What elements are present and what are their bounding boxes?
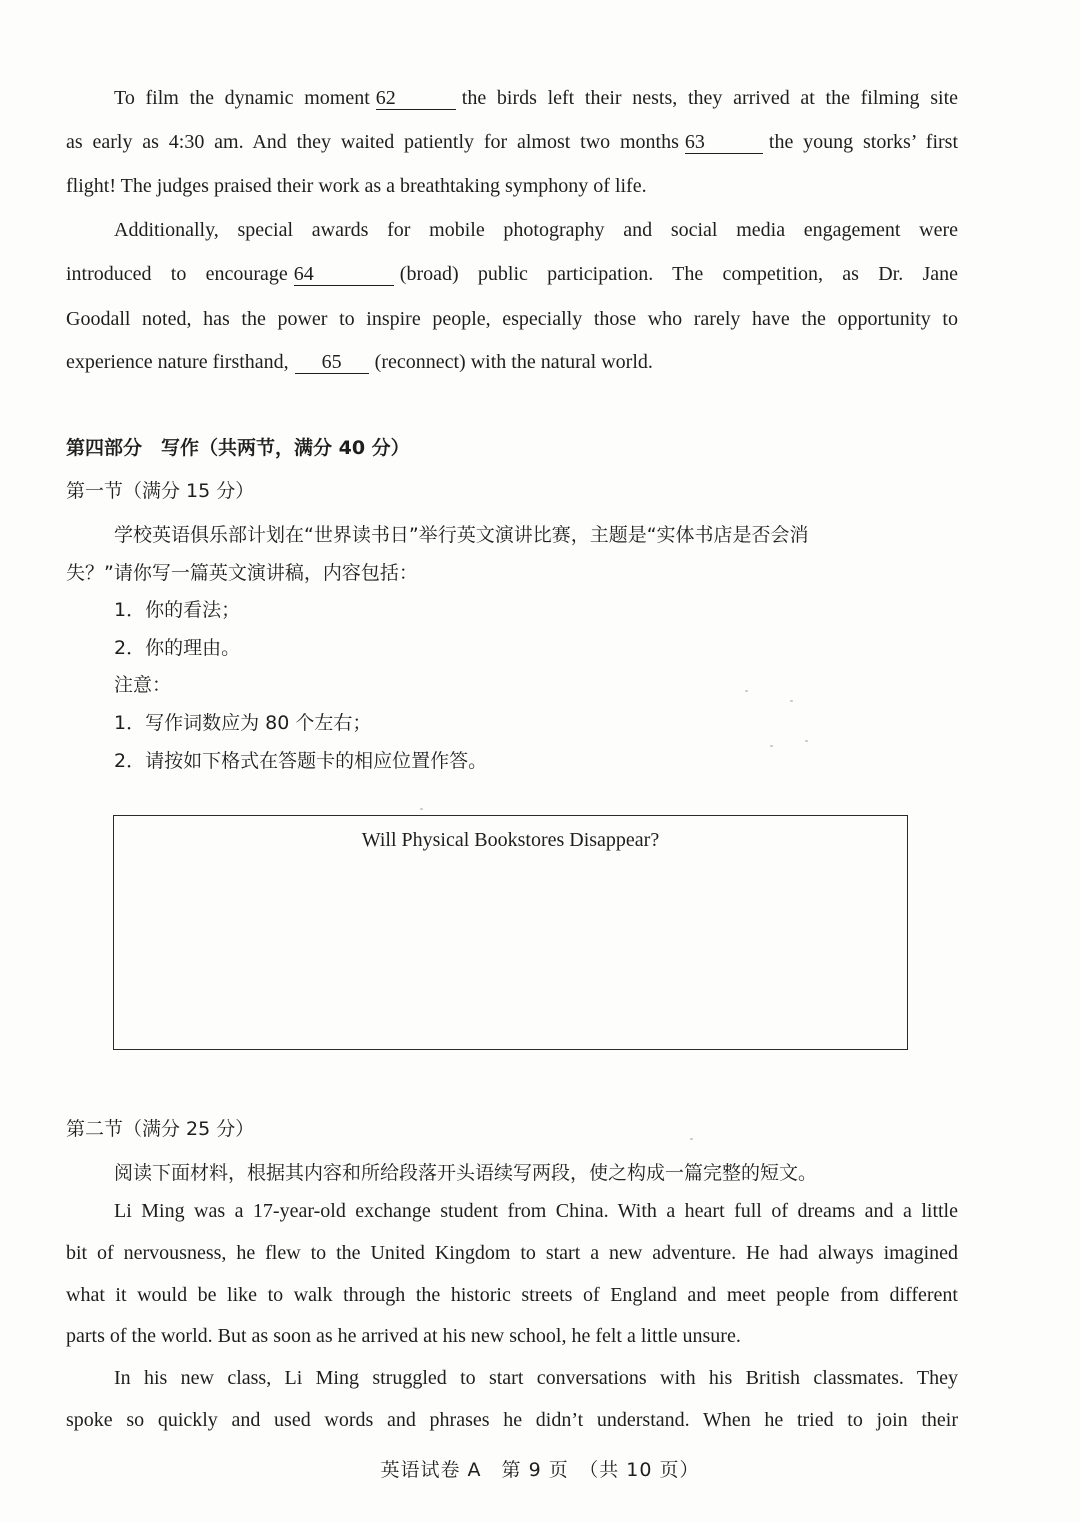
passage-line (66, 128, 958, 156)
passage-line (114, 84, 958, 112)
passage-line (66, 260, 958, 288)
scan-speck (805, 740, 808, 742)
content-item: 1．你的看法； (114, 599, 241, 621)
passage-text: the young storks’ first (768, 131, 958, 153)
section1-prompt: 学校英语俱乐部计划在“世界读书日”举行英文演讲比赛，主题是“实体书店是否会消 (114, 524, 809, 546)
passage-text: (broad) public participation. The competition, as Dr. Jane (399, 263, 958, 285)
story-line: parts of the world. But as soon as he arrived at his new school, he felt a little unsure. (66, 1325, 741, 1347)
blank-65: 65 (295, 351, 369, 374)
passage-text: introduced to encourage (66, 263, 288, 285)
passage-line (66, 305, 958, 333)
section2-heading: 第二节（满分 25 分） (66, 1118, 255, 1140)
essay-answer-box (113, 815, 908, 1050)
passage-text: (reconnect) with the natural world. (374, 351, 653, 373)
notes-label: 注意： (114, 674, 172, 696)
scan-speck (745, 690, 748, 692)
section1-heading: 第一节（满分 15 分） (66, 480, 255, 502)
story-line: In his new class, Li Ming struggled to start conversations with his British classmates. They (114, 1367, 958, 1389)
blank-62: 62 (376, 87, 456, 110)
story-line: spoke so quickly and used words and phrases he didn’t understand. When he tried to join their (66, 1409, 958, 1431)
story-line: bit of nervousness, he flew to the United Kingdom to start a new adventure. He had always imagined (66, 1242, 958, 1264)
note-item: 2．请按如下格式在答题卡的相应位置作答。 (114, 750, 488, 772)
essay-title: Will Physical Bookstores Disappear? (361, 829, 660, 851)
passage-text: To film the dynamic moment (114, 87, 370, 109)
content-item: 2．你的理由。 (114, 637, 241, 659)
passage-text: experience nature firsthand, (66, 351, 289, 373)
scan-speck (790, 700, 793, 702)
story-line: what it would be like to walk through the historic streets of England and meet people from different (66, 1284, 958, 1306)
blank-64: 64 (294, 263, 394, 286)
passage-line (66, 348, 958, 376)
page-footer: 英语试卷 A 第 9 页 （共 10 页） (380, 1459, 700, 1481)
story-line: Li Ming was a 17-year-old exchange student from China. With a heart full of dreams and a little (114, 1200, 958, 1222)
scan-speck (420, 808, 423, 810)
scan-speck (770, 745, 773, 747)
blank-63: 63 (685, 131, 763, 154)
scan-speck (690, 1138, 693, 1140)
passage-text: as early as 4:30 am. And they waited patiently for almost two months (66, 131, 679, 153)
part-heading: 第四部分 写作（共两节，满分 40 分） (66, 437, 410, 459)
section2-prompt: 阅读下面材料，根据其内容和所给段落开头语续写两段，使之构成一篇完整的短文。 (114, 1162, 818, 1184)
note-item: 1．写作词数应为 80 个左右； (114, 712, 372, 734)
passage-line (66, 172, 958, 200)
passage-text: the birds left their nests, they arrived at the filming site (461, 87, 959, 109)
passage-text: flight! The judges praised their work as a breathtaking symphony of life. (66, 175, 647, 197)
section1-prompt: 失？”请你写一篇英文演讲稿，内容包括： (66, 562, 418, 584)
passage-line (114, 216, 958, 244)
passage-text: Additionally, special awards for mobile photography and social media engagement were (114, 219, 958, 241)
passage-text: Goodall noted, has the power to inspire people, especially those who rarely have the opportunity to (66, 308, 958, 330)
